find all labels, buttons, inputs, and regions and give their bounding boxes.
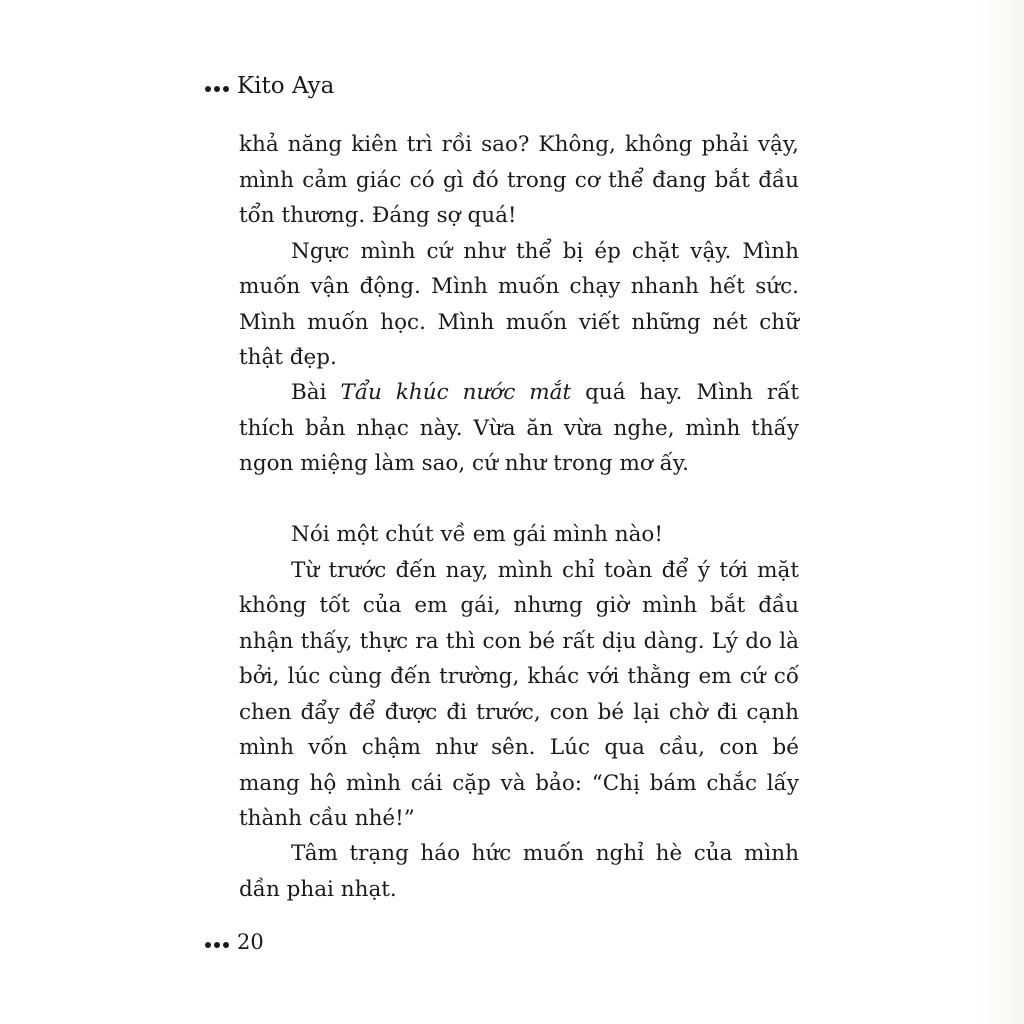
paragraph-3-lead: Bài <box>291 380 341 405</box>
body-text-block-3 <box>239 517 799 837</box>
page-edge-shadow <box>975 0 1024 1024</box>
paragraph-5: Từ trước đến nay, mình chỉ toàn để ý tới mặt không tốt của em gái, nhưng giờ mình bắt đầu nhận thấy, thực ra thì con bé rất dịu dàng. Lý do là bởi, lúc cùng đến trường, khác với thằng em cứ cố chen đẩy để được đi trước, con bé lại chờ đi cạnh mình vốn chậm như sên. Lúc qua cầu, con bé mang hộ mình cái cặp và bảo: “Chị bám chắc lấy thành cầu nhé!” <box>239 557 799 831</box>
ellipsis-dots-icon <box>205 86 229 92</box>
paragraph-3 <box>239 375 799 482</box>
song-title: Tẩu khúc nước mắt <box>340 380 572 405</box>
paragraph-4: Nói một chút về em gái mình nào! <box>291 522 663 547</box>
paragraph-2: Ngực mình cứ như thể bị ép chặt vậy. Mình muốn vận động. Mình muốn chạy nhanh hết sức. Mình muốn học. Mình muốn viết những nét chữ thật đẹp. <box>239 238 799 370</box>
paragraph-3-rest: quá hay. Mình rất thích bản nhạc này. Vừa ăn vừa nghe, mình thấy ngon miệng làm sao, cứ như trong mơ ấy. <box>239 380 800 476</box>
body-text-block-1 <box>239 127 799 376</box>
page-footer <box>205 930 264 954</box>
ellipsis-dots-icon <box>205 942 229 948</box>
paragraph-6: Tâm trạng háo hức muốn nghỉ hè của mình dần phai nhạt. <box>239 841 799 902</box>
body-text-block-2 <box>239 375 799 482</box>
running-header <box>205 73 334 99</box>
body-text-block-4 <box>239 836 799 907</box>
page-number: 20 <box>237 930 264 954</box>
paragraph-1: khả năng kiên trì rồi sao? Không, không phải vậy, mình cảm giác có gì đó trong cơ thể đang bắt đầu tổn thương. Đáng sợ quá! <box>239 132 799 228</box>
author-name: Kito Aya <box>237 73 335 99</box>
